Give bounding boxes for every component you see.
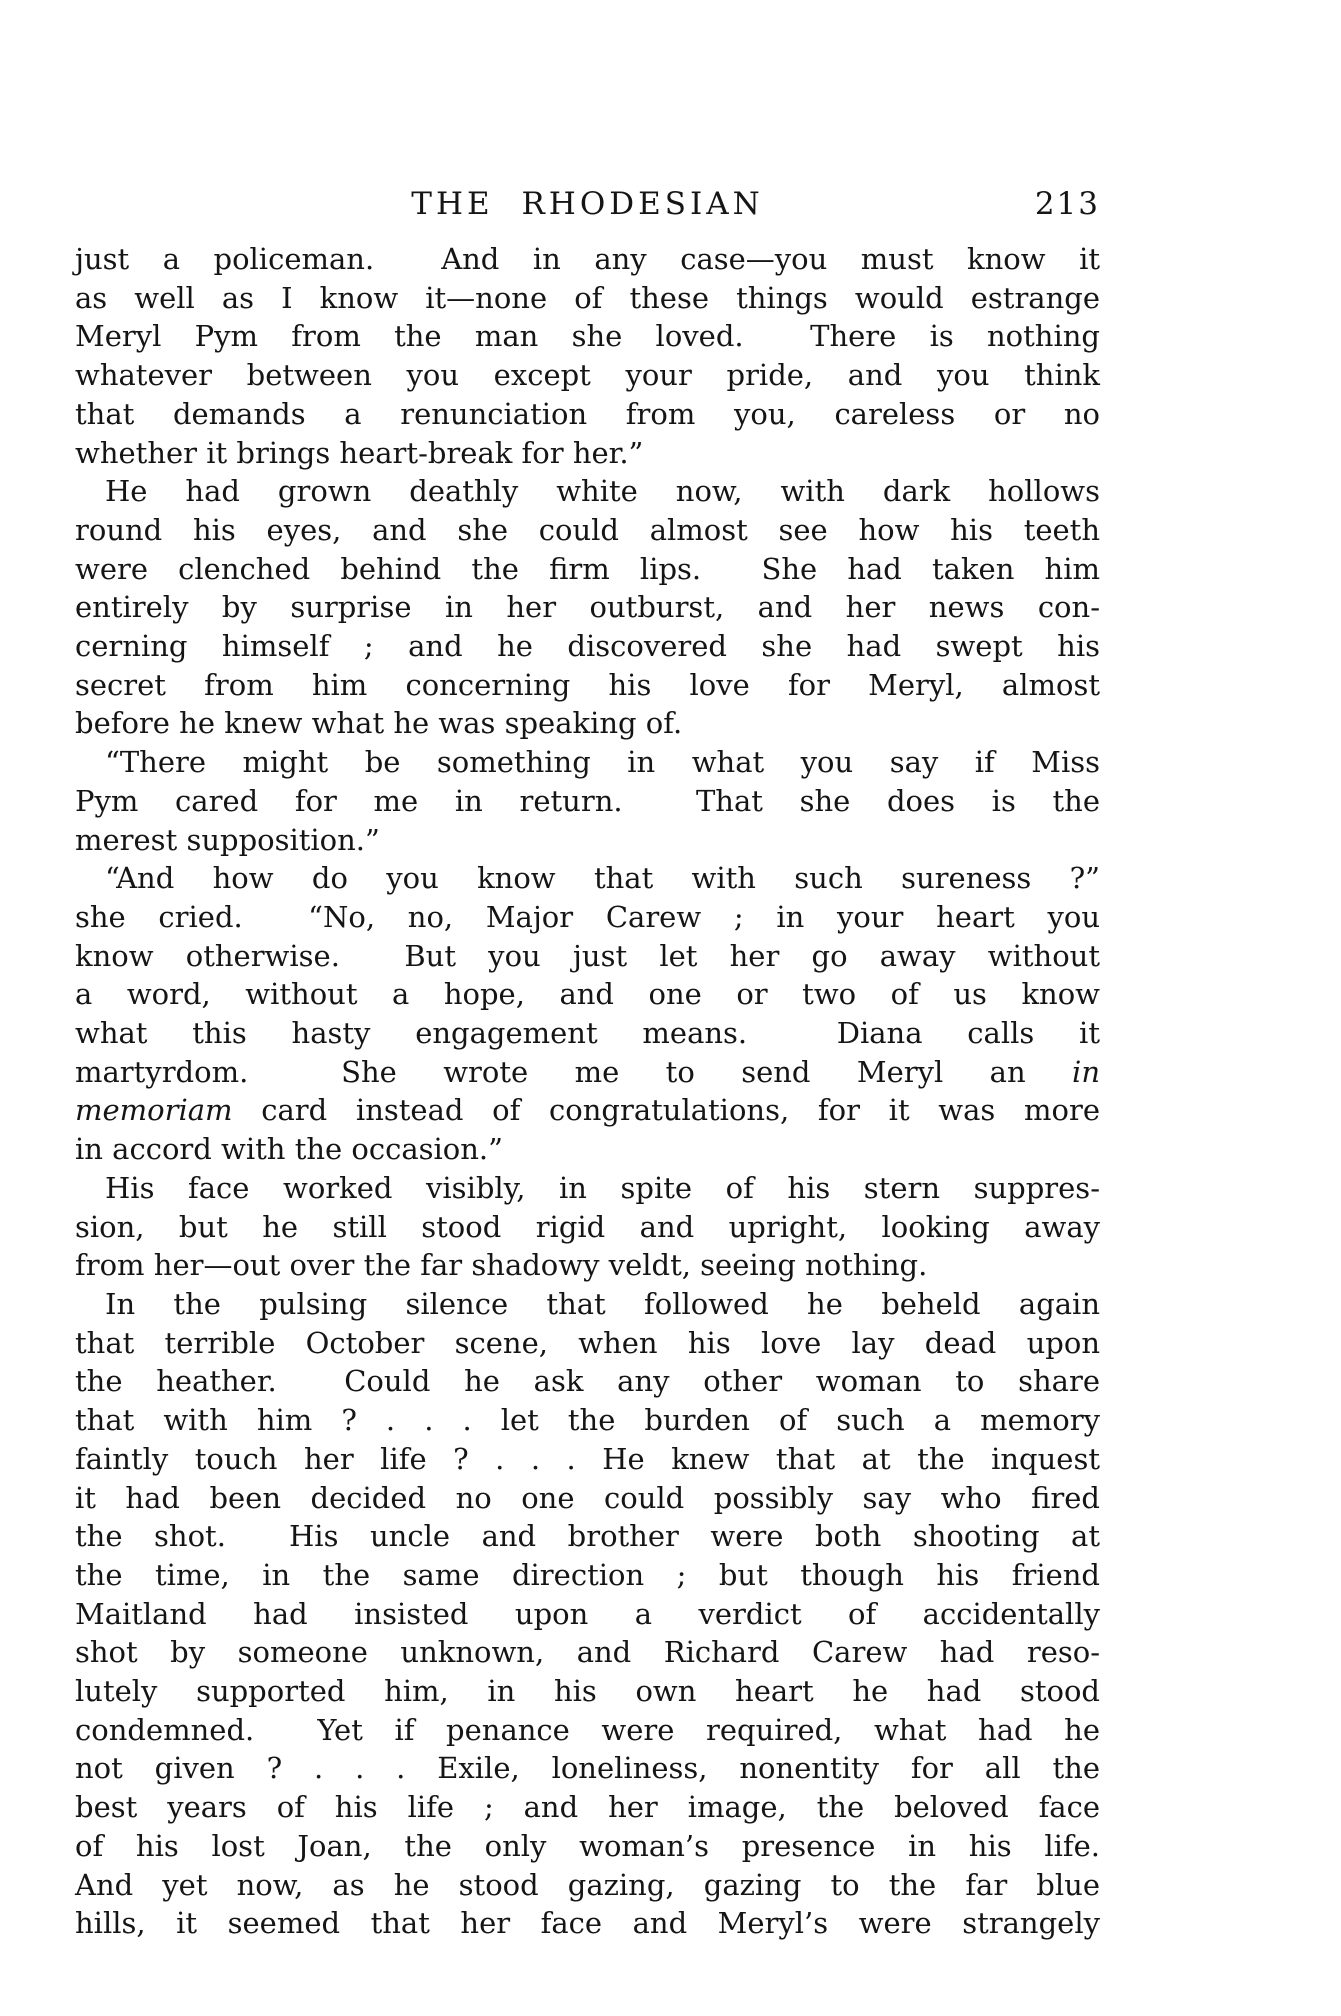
text-line: [75, 975, 1100, 1014]
text-line: [75, 356, 1100, 395]
text-segment: of his lost Joan, the only woman’s presence in his life.: [75, 1828, 1100, 1863]
text-line: [75, 1053, 1100, 1092]
text-line: [75, 472, 1100, 511]
text-line: [75, 1169, 1100, 1208]
text-segment: In the pulsing silence that followed he beheld again: [105, 1286, 1100, 1321]
text-segment: whatever between you except your pride, and you think: [75, 358, 1100, 393]
text-segment: just a policeman. And in any case—you must know it: [75, 242, 1100, 276]
text-line: [75, 1401, 1100, 1440]
text-line: [75, 782, 1100, 821]
text-segment: “And how do you know that with such sureness ?”: [105, 861, 1100, 896]
text-segment: know otherwise. But you just let her go away without: [75, 938, 1100, 973]
text-segment: Pym cared for me in return. That she does is the: [75, 783, 1100, 818]
page-text: [75, 240, 1100, 1943]
text-line: [75, 821, 1100, 860]
text-segment: merest supposition.”: [75, 822, 380, 857]
text-line: [75, 550, 1100, 589]
text-line: [75, 1595, 1100, 1634]
text-segment: lutely supported him, in his own heart he had stood: [75, 1674, 1100, 1709]
text-segment: card instead of congratulations, for it was more: [232, 1093, 1100, 1128]
text-line: [75, 511, 1100, 550]
text-line: [75, 1130, 1100, 1169]
text-line: [75, 666, 1100, 705]
text-line: [75, 588, 1100, 627]
text-line: [75, 1788, 1100, 1827]
text-segment: shot by someone unknown, and Richard Carew had reso-: [75, 1635, 1100, 1670]
paragraph: [75, 1169, 1100, 1285]
text-line: [75, 1091, 1100, 1130]
text-segment: she cried. “No, no, Major Carew ; in your heart you: [75, 899, 1100, 934]
running-title: THE RHODESIAN: [411, 186, 764, 222]
text-line: [75, 1208, 1100, 1247]
text-segment: that terrible October scene, when his love lay dead upon: [75, 1325, 1100, 1360]
text-line: [75, 1517, 1100, 1556]
text-line: [75, 434, 1100, 473]
text-segment: round his eyes, and she could almost see how his teeth: [75, 512, 1100, 547]
paragraph: [75, 472, 1100, 743]
text-segment: before he knew what he was speaking of.: [75, 706, 683, 741]
text-line: [75, 937, 1100, 976]
text-line: [75, 859, 1100, 898]
text-line: [75, 1246, 1100, 1285]
page-header: [75, 186, 1100, 226]
text-line: [75, 1866, 1100, 1905]
text-line: [75, 1362, 1100, 1401]
text-segment: And yet now, as he stood gazing, gazing to the far blue: [75, 1867, 1100, 1902]
text-segment: His face worked visibly, in spite of his stern suppres-: [105, 1170, 1100, 1205]
text-line: [75, 1672, 1100, 1711]
text-line: [75, 1711, 1100, 1750]
text-segment: cerning himself ; and he discovered she had swept his: [75, 629, 1100, 664]
text-segment: what this hasty engagement means. Diana calls it: [75, 1016, 1100, 1051]
text-segment: faintly touch her life ? . . . He knew that at the inquest: [75, 1441, 1100, 1476]
text-line: [75, 1440, 1100, 1479]
text-line: [75, 1633, 1100, 1672]
text-line: [75, 317, 1100, 356]
text-line: [75, 1827, 1100, 1866]
text-line: [75, 1479, 1100, 1518]
text-segment: condemned. Yet if penance were required, what had he: [75, 1712, 1100, 1747]
text-segment: that with him ? . . . let the burden of such a memory: [75, 1403, 1100, 1438]
text-line: [75, 743, 1100, 782]
text-line: [75, 1285, 1100, 1324]
text-line: [75, 704, 1100, 743]
text-segment: a word, without a hope, and one or two of us know: [75, 977, 1100, 1012]
text-segment: it had been decided no one could possibly say who fired: [75, 1480, 1100, 1515]
text-line: [75, 1749, 1100, 1788]
italic-text: in: [1072, 1054, 1100, 1089]
text-segment: secret from him concerning his love for Meryl, almost: [75, 667, 1100, 702]
text-line: [75, 395, 1100, 434]
text-segment: the shot. His uncle and brother were both shooting at: [75, 1519, 1100, 1554]
text-segment: as well as I know it—none of these things would estrange: [75, 280, 1100, 315]
text-segment: He had grown deathly white now, with dark hollows: [105, 474, 1100, 509]
text-segment: entirely by surprise in her outburst, and her news con-: [75, 590, 1100, 625]
italic-text: memoriam: [75, 1093, 233, 1128]
text-line: [75, 898, 1100, 937]
text-segment: sion, but he still stood rigid and upright, looking away: [75, 1209, 1100, 1244]
text-segment: best years of his life ; and her image, the beloved face: [75, 1790, 1100, 1825]
text-line: [75, 279, 1100, 318]
text-segment: the heather. Could he ask any other woman to share: [75, 1364, 1100, 1399]
paragraph: [75, 743, 1100, 859]
paragraph: [75, 240, 1100, 472]
text-segment: whether it brings heart-break for her.”: [75, 435, 644, 470]
text-segment: Maitland had insisted upon a verdict of accidentally: [75, 1596, 1100, 1631]
text-line: [75, 1324, 1100, 1363]
paragraph: [75, 859, 1100, 1169]
text-segment: from her—out over the far shadowy veldt, seeing nothing.: [75, 1248, 928, 1283]
text-segment: that demands a renunciation from you, careless or no: [75, 396, 1100, 431]
text-line: [75, 240, 1100, 279]
text-segment: Meryl Pym from the man she loved. There is nothing: [75, 319, 1100, 354]
page-number: 213: [1034, 186, 1100, 222]
text-line: [75, 1014, 1100, 1053]
text-segment: were clenched behind the firm lips. She had taken him: [75, 551, 1100, 586]
text-segment: in accord with the occasion.”: [75, 1132, 503, 1167]
paragraph: [75, 1285, 1100, 1943]
text-segment: not given ? . . . Exile, loneliness, nonentity for all the: [75, 1751, 1100, 1786]
text-line: [75, 1904, 1100, 1943]
text-line: [75, 1556, 1100, 1595]
text-segment: martyrdom. She wrote me to send Meryl an: [75, 1054, 1073, 1089]
text-segment: the time, in the same direction ; but though his friend: [75, 1557, 1100, 1592]
text-segment: “There might be something in what you say if Miss: [105, 745, 1100, 780]
text-line: [75, 627, 1100, 666]
text-segment: hills, it seemed that her face and Meryl’s were strangely: [75, 1906, 1100, 1941]
